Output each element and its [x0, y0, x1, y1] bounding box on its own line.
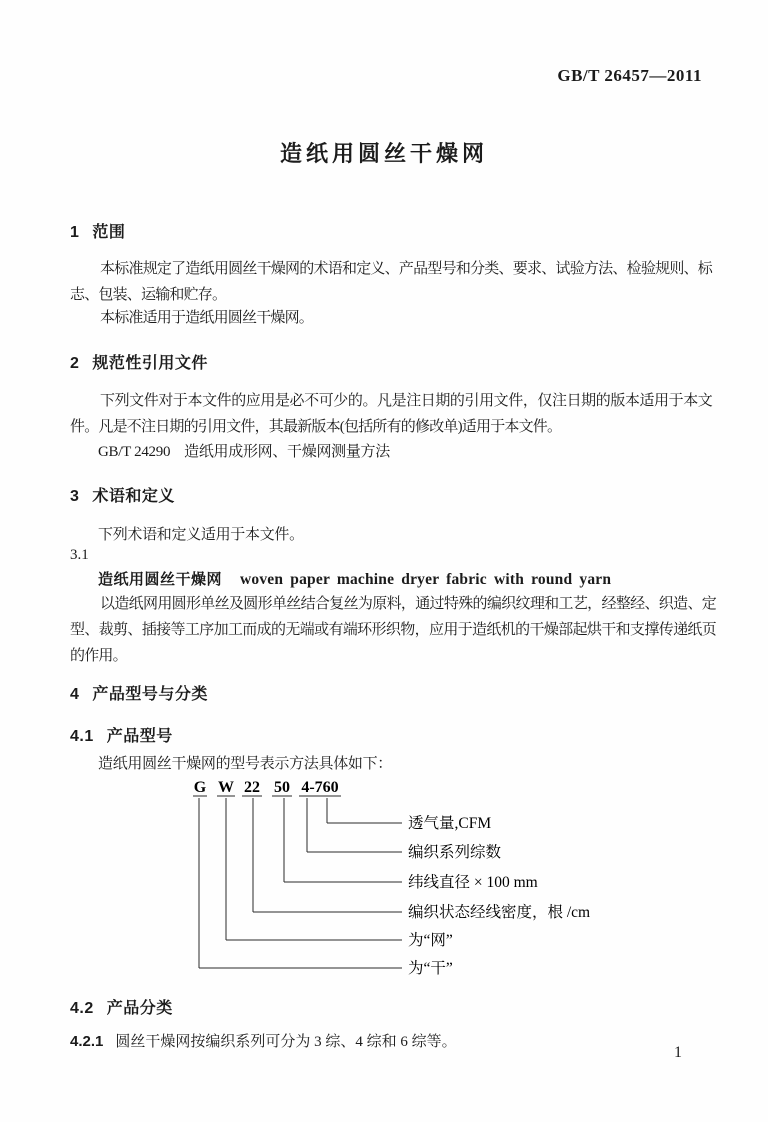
- section-4-2-heading: [70, 995, 173, 1018]
- diagram-label-wang: 为“网”: [408, 932, 453, 949]
- section-2-heading: [70, 350, 208, 373]
- model-code-part-22: 22: [244, 779, 260, 796]
- model-code-part-50: 50: [274, 779, 290, 796]
- section-4-1-heading: [70, 723, 173, 746]
- section-4-heading: [70, 681, 208, 704]
- clause-3-1-number: 3.1: [70, 547, 89, 563]
- model-code-part-4-760: 4-760: [301, 779, 339, 796]
- diagram-label-weft-diameter: 纬线直径 × 100 mm: [408, 874, 538, 891]
- reference-entry: [98, 440, 390, 461]
- scope-paragraph: 本标准规定了造纸用圆丝干燥网的术语和定义、产品型号和分类、要求、试验方法、检验规则、标志、包装、运输和贮存。: [70, 261, 712, 303]
- section-2-title: 规范性引用文件: [92, 355, 208, 372]
- section-2-number: 2: [70, 355, 80, 372]
- document-title: 造纸用圆丝干燥网: [279, 141, 488, 166]
- section-4-1-number: 4.1: [70, 728, 94, 745]
- scope-applicability: 本标准适用于造纸用圆丝干燥网。: [100, 310, 314, 326]
- section-4-1-title: 产品型号: [106, 728, 173, 745]
- section-4-title: 产品型号与分类: [92, 686, 208, 703]
- diagram-label-gan: 为“干”: [408, 960, 453, 977]
- section-3-title: 术语和定义: [92, 488, 175, 505]
- model-code-diagram: [0, 776, 768, 982]
- terms-intro: 下列术语和定义适用于本文件。: [98, 527, 304, 543]
- section-1-number: 1: [70, 224, 80, 241]
- diagram-label-air-permeability: 透气量,CFM: [408, 815, 492, 832]
- section-4-number: 4: [70, 686, 80, 703]
- diagram-label-warp-density: 编织状态经线密度，根 /cm: [408, 904, 591, 921]
- reference-title: 造纸用成形网、干燥网测量方法: [184, 444, 390, 460]
- section-4-2-title: 产品分类: [106, 1000, 173, 1017]
- section-3-heading: [70, 483, 175, 506]
- diagram-label-weave-series: 编织系列综数: [408, 844, 502, 861]
- standard-number: GB/T 26457—2011: [557, 66, 702, 85]
- clause-4-2-1-text: 圆丝干燥网按编织系列可分为 3 综、4 综和 6 综等。: [115, 1034, 457, 1050]
- section-3-number: 3: [70, 488, 80, 505]
- reference-code: GB/T 24290: [98, 444, 171, 460]
- clause-4-2-1-number: 4.2.1: [70, 1033, 104, 1050]
- section-4-2-number: 4.2: [70, 1000, 94, 1017]
- section-1-title: 范围: [92, 224, 126, 241]
- term-definition: 以造纸网用圆形单丝及圆形单丝结合复丝为原料，通过特殊的编织纹理和工艺，经整经、织造、定型、裁剪、插接等工序加工而成的无端或有端环形织物，应用于造纸机的干燥部起烘干和支撑传递纸页的作用。: [70, 596, 716, 664]
- model-code-part-w: W: [218, 779, 234, 796]
- page-number: 1: [674, 1044, 682, 1061]
- clause-4-2-1: [70, 1030, 457, 1051]
- section-1-heading: [70, 219, 125, 242]
- term-entry: [98, 568, 611, 589]
- term-english: woven paper machine dryer fabric with round yarn: [240, 571, 612, 588]
- term-chinese: 造纸用圆丝干燥网: [98, 571, 223, 588]
- model-code-part-g: G: [193, 779, 207, 796]
- normative-references-paragraph: 下列文件对于本文件的应用是必不可少的。凡是注日期的引用文件，仅注日期的版本适用于本文件。凡是不注日期的引用文件，其最新版本(包括所有的修改单)适用于本文件。: [70, 393, 712, 435]
- model-notation-intro: 造纸用圆丝干燥网的型号表示方法具体如下：: [98, 756, 393, 772]
